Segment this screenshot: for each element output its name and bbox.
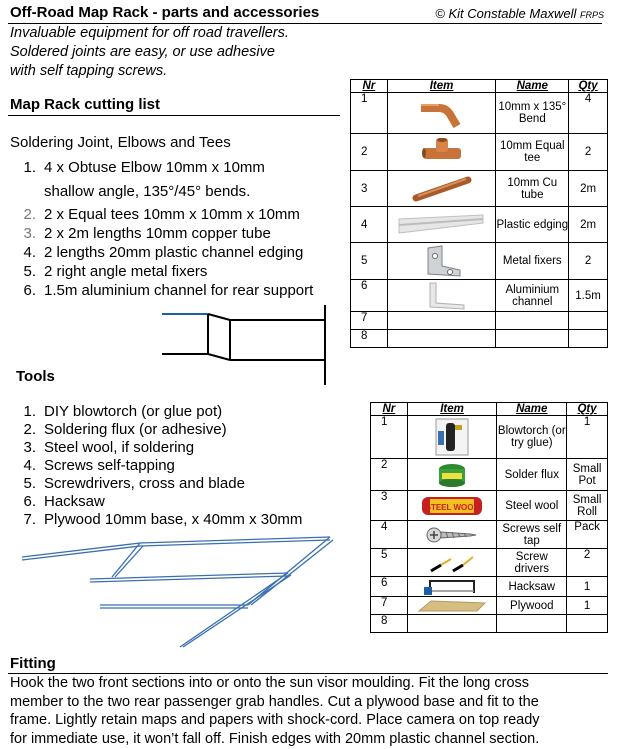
copper-elbow-icon [417,98,467,128]
list-item: 3. 2 x 2m lengths 10mm copper tube [23,225,271,242]
table-row: 1 10mm x 135° Bend 4 [351,93,608,134]
metal-fixer-icon [420,244,464,278]
column-header-qty: Qty [567,403,608,416]
table-row: 8 [351,330,608,348]
column-header-qty: Qty [569,80,608,93]
copyright-suffix: FRPS [579,10,604,20]
column-header-name: Name [496,80,569,93]
screwdrivers-icon [427,551,477,575]
list-item: 6. 1.5m aluminium channel for rear support [23,282,314,299]
list-item: 2. 2 x Equal tees 10mm x 10mm x 10mm [23,206,300,223]
copyright-name: Kit Constable Maxwell [448,6,577,21]
solder-flux-icon [432,461,472,489]
table-row: 2 10mm Equal tee 2 [351,134,608,171]
steel-wool-icon [420,493,484,519]
list-item: 5. Screwdrivers, cross and blade [23,475,245,492]
column-header-nr: Nr [351,80,388,93]
table-row: 5 Screw drivers 2 [371,549,608,577]
intro-line: Soldered joints are easy, or use adhesive [10,44,275,60]
fitting-line: frame. Lightly retain maps and papers with shock-cord. Place camera on top ready [10,712,540,728]
fitting-line: Hook the two front sections into or onto the sun visor moulding. Fit the long cross [10,675,530,691]
table-header-row [351,80,608,93]
frame-diagram-side [160,305,335,390]
parts-table [350,79,608,348]
cutting-list-subheading: Soldering Joint, Elbows and Tees [10,134,231,151]
copyright [435,6,604,21]
list-item: 1. 4 x Obtuse Elbow 10mm x 10mm shallow angle, 135°/45° bends. [23,159,265,200]
intro-line: with self tapping screws. [10,63,168,79]
table-row: 3 STEEL WOOL Steel wool Small Roll [371,491,608,521]
plywood-icon [417,599,487,613]
screw-icon [424,524,480,546]
steel-wool-label: STEEL WOOL [425,502,479,512]
list-item: 2. Soldering flux (or adhesive) [23,421,227,438]
table-row: 1 Blowtorch (or try glue) 1 [371,416,608,459]
blowtorch-icon [430,417,474,457]
fitting-heading: Fitting [10,655,56,672]
intro-text [10,24,289,81]
cutting-list [10,157,345,300]
table-row: 3 10mm Cu tube 2m [351,171,608,207]
table-header-row [371,403,608,416]
cutting-list-rule [8,115,340,116]
fitting-line: for immediate use, it won’t fall off. Finish edges with 20mm plastic channel section. [10,730,540,747]
table-row: 2 Solder flux Small Pot [371,459,608,491]
copper-tee-icon [417,136,467,168]
column-header-name: Name [497,403,567,416]
list-item: 6. Hacksaw [23,493,105,510]
list-item: 1. DIY blowtorch (or glue pot) [23,403,223,420]
fitting-text [10,674,610,748]
column-header-nr: Nr [371,403,408,416]
column-header-item: Item [407,403,497,416]
aluminium-channel-icon [412,281,472,311]
list-item: 7. Plywood 10mm base, x 40mm x 30mm [23,511,303,528]
table-row: 8 [371,615,608,633]
plastic-edging-icon [397,211,487,239]
fitting-line: member to the two rear passenger grab handles. Cut a plywood base and fit to the [10,693,539,710]
frame-diagram-perspective [20,535,340,650]
tools-list [10,403,350,529]
table-row: 4 Screws self tap Pack [371,521,608,549]
tools-heading: Tools [16,368,55,385]
table-row: 6 Hacksaw 1 [371,577,608,597]
copyright-symbol: © [435,6,445,21]
list-item: 5. 2 right angle metal fixers [23,263,208,280]
cutting-list-heading: Map Rack cutting list [10,96,161,113]
page-title: Off-Road Map Rack - parts and accessories [10,4,320,21]
table-row: 5 Metal fixers 2 [351,243,608,280]
table-row: 6 Aluminium channel 1.5m [351,280,608,312]
intro-line: Invaluable equipment for off road travellers. [10,25,289,41]
table-row: 7 [351,312,608,330]
list-item: 3. Steel wool, if soldering [23,439,195,456]
list-item: 4. 2 lengths 20mm plastic channel edging [23,244,304,261]
hacksaw-icon [422,578,482,596]
table-row: 7 Plywood 1 [371,597,608,615]
copper-tube-icon [412,174,472,204]
table-row: 4 Plastic edging 2m [351,207,608,243]
column-header-item: Item [387,80,496,93]
list-item: 4. Screws self-tapping [23,457,175,474]
tools-table [370,402,608,633]
